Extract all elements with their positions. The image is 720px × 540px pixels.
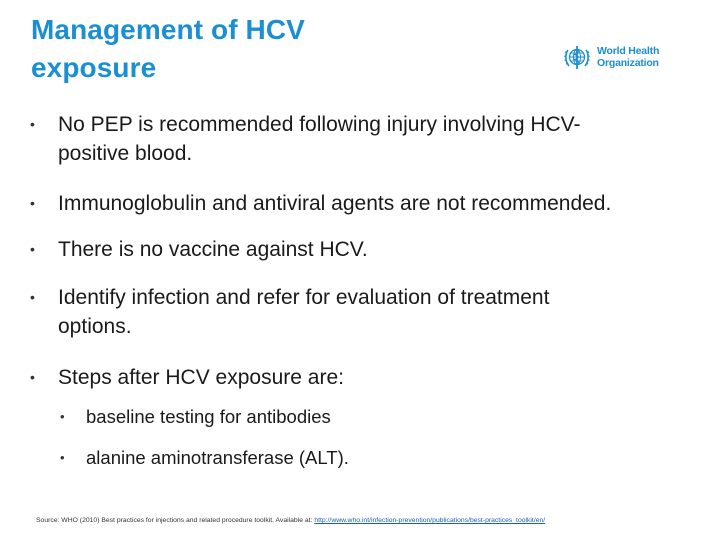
bullet-item [30,283,690,341]
sub-bullet-text: baseline testing for antibodies [86,406,331,427]
bullet-text: Immunoglobulin and antiviral agents are not recommended. [58,192,612,215]
who-emblem-icon [562,42,592,72]
who-logo [562,40,674,74]
source-link[interactable]: http://www.who.int/infection-prevention/publications/best-practices_toolkit/en/ [314,517,546,524]
bullet-item [30,189,690,218]
title-line-2: exposure [31,52,157,83]
bullet-dot: • [30,369,35,385]
bullet-text [58,283,690,341]
bullet-line: positive blood. [58,142,193,165]
source-citation [36,516,706,525]
bullet-dot: • [30,116,35,132]
sub-bullet-dot: • [60,450,65,465]
bullet-dot: • [30,289,35,305]
source-prefix: Source: WHO (2010) Best practices for injections and related procedure toolkit. Available at: [36,517,315,524]
logo-line-2: Organization [597,57,659,69]
bullet-item [30,110,690,168]
sub-bullet-item [60,445,660,471]
title-line-1: Management of HCV [31,14,305,45]
bullet-text: There is no vaccine against HCV. [58,238,368,261]
bullet-item [30,235,690,264]
bullet-line: No PEP is recommended following injury involving HCV- [58,113,581,136]
who-logo-text [597,45,659,69]
sub-bullet-item [60,404,660,430]
bullet-item [30,363,690,392]
bullet-dot: • [30,195,35,211]
logo-line-1: World Health [597,45,660,57]
sub-bullet-text: alanine aminotransferase (ALT). [86,447,349,468]
bullet-line: options. [58,315,132,338]
bullet-text [58,110,690,168]
page-title [31,11,511,87]
sub-bullet-dot: • [60,409,65,424]
bullet-line: Identify infection and refer for evaluation of treatment [58,286,550,309]
bullet-dot: • [30,241,35,257]
bullet-text: Steps after HCV exposure are: [58,366,344,389]
